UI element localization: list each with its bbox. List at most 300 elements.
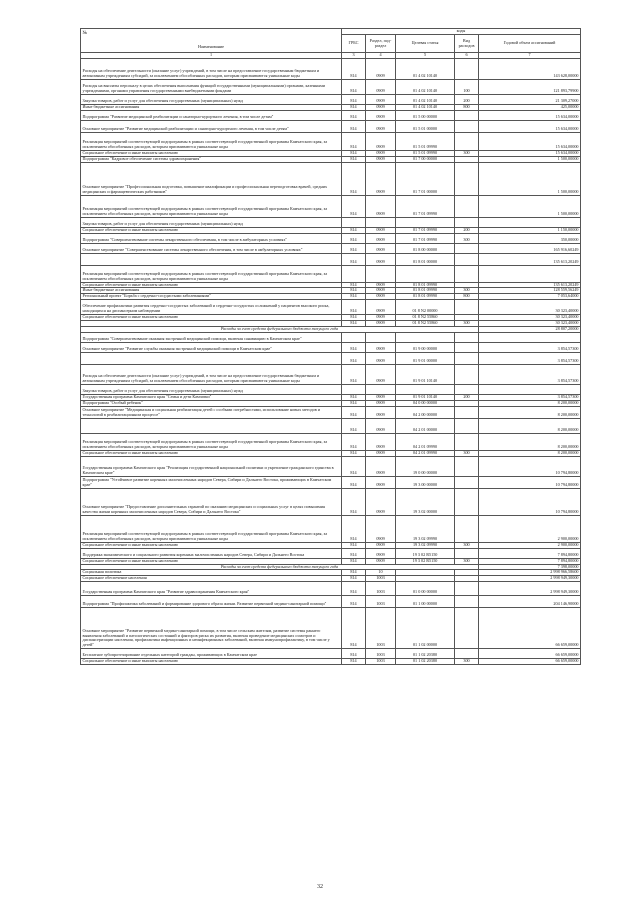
- row-expense-type: [455, 120, 479, 132]
- table-body: [81, 58, 581, 664]
- row-target-article: 01 7 01 09990: [396, 227, 455, 233]
- row-name: Основное мероприятие "Профессиональная подготовка, повышение квалификации и профессиональная переподготовка врачей, средних медицинских и фармацевтических работников": [81, 162, 342, 195]
- row-name: Социальное обеспечение и иные выплаты населению: [81, 227, 342, 233]
- table-row: [81, 384, 581, 394]
- table-row: [81, 649, 581, 659]
- row-amount: [479, 265, 581, 282]
- table-row: [81, 300, 581, 315]
- row-grbs: 814: [342, 282, 366, 288]
- row-amount: 10 794,80000: [479, 456, 581, 476]
- row-grbs: 814: [342, 488, 366, 515]
- row-section: 0909: [366, 233, 396, 243]
- table-row: [81, 548, 581, 558]
- row-amount: 2 998 966,58600: [479, 570, 581, 576]
- table-row: [81, 582, 581, 596]
- row-target-article: 01 5 01 09990: [396, 132, 455, 150]
- row-name: Основное мероприятие "Развитие службы оказания экстренной медицинской помощи в Камчатском крае": [81, 342, 342, 352]
- row-target-article: [396, 217, 455, 227]
- row-expense-type: 200: [455, 94, 479, 104]
- row-amount: 128 559,56249: [479, 288, 581, 294]
- row-grbs: 814: [342, 321, 366, 327]
- row-expense-type: [455, 582, 479, 596]
- row-amount: 3 854,57300: [479, 394, 581, 400]
- row-amount: 425,00000: [479, 104, 581, 110]
- row-grbs: 814: [342, 558, 366, 564]
- row-name: Закупка товаров, работ и услуг для обеспечения государственных (муниципальных) нужд: [81, 94, 342, 104]
- row-name: [81, 352, 342, 364]
- row-section: 0909: [366, 406, 396, 418]
- header-name: [81, 29, 342, 53]
- row-section: 1003: [366, 608, 396, 649]
- row-grbs: 814: [342, 150, 366, 156]
- header-grbs: ГРБС: [342, 35, 366, 53]
- row-amount: 3 854,57300: [479, 342, 581, 352]
- row-target-article: 01 0 00 00000: [396, 582, 455, 596]
- row-amount: 7 894,80000: [479, 548, 581, 558]
- row-section: 0909: [366, 515, 396, 542]
- row-name: Социальное обеспечение и иные выплаты населению: [81, 659, 342, 665]
- row-expense-type: [455, 243, 479, 253]
- row-name: Основное мероприятие "Медицинская и социальная реабилитация детей с особыми потребностями, использование новых методов и технологий в реабилитационном процессе": [81, 406, 342, 418]
- row-section: [366, 217, 396, 227]
- row-section: 1003: [366, 576, 396, 582]
- row-section: 0909: [366, 150, 396, 156]
- row-amount: 15 634,00000: [479, 120, 581, 132]
- row-target-article: 01 7 01 09990: [396, 233, 455, 243]
- row-name: Подпрограмма "Совершенствование системы лекарственного обеспечения, в том числе в амбулаторных условиях": [81, 233, 342, 243]
- row-section: 0909: [366, 300, 396, 315]
- row-expense-type: 300: [455, 542, 479, 548]
- row-expense-type: [455, 548, 479, 558]
- row-grbs: 814: [342, 450, 366, 456]
- row-section: 0909: [366, 364, 396, 384]
- row-name: Подпрограмма "Профилактика заболеваний и формирование здорового образа жизни. Развитие первичной медико-санитарной помощи": [81, 596, 342, 608]
- row-amount: 66 659,00000: [479, 608, 581, 649]
- row-grbs: 814: [342, 608, 366, 649]
- row-target-article: 01 4 02 10140: [396, 79, 455, 94]
- row-target-article: 01 9 01 10140: [396, 394, 455, 400]
- row-grbs: 814: [342, 58, 366, 79]
- row-target-article: 01 9 01 00000: [396, 352, 455, 364]
- row-expense-type: [455, 195, 479, 217]
- row-amount: 66 659,00000: [479, 649, 581, 659]
- table-row: [81, 406, 581, 418]
- row-amount: 350,00000: [479, 233, 581, 243]
- row-expense-type: [455, 162, 479, 195]
- row-target-article: 01 5 01 09990: [396, 150, 455, 156]
- row-target-article: 01 9 00 00000: [396, 342, 455, 352]
- row-amount: 7 398,00000: [479, 564, 581, 570]
- row-target-article: 04 2 01 09990: [396, 433, 455, 450]
- row-section: 0909: [366, 253, 396, 265]
- federal-budget-note: Расходы за счет средств федерального бюджета текущего года: [81, 327, 479, 333]
- row-grbs: 814: [342, 394, 366, 400]
- row-grbs: 814: [342, 576, 366, 582]
- row-grbs: 814: [342, 288, 366, 294]
- row-section: 0909: [366, 342, 396, 352]
- row-expense-type: [455, 132, 479, 150]
- table-row: [81, 364, 581, 384]
- row-target-article: 01 5 00 00000: [396, 110, 455, 120]
- table-row: [81, 195, 581, 217]
- row-name: Реализация мероприятий соответствующей подпрограммы в рамках соответствующей государственной программы Камчатского края, за исключением обособленных расходов, которым присваиваются уникальные коды: [81, 195, 342, 217]
- row-amount: 7 053,64000: [479, 294, 581, 300]
- row-expense-type: 300: [455, 321, 479, 327]
- table-row: [81, 342, 581, 352]
- row-section: 0909: [366, 352, 396, 364]
- row-amount: 1 500,00000: [479, 162, 581, 195]
- row-expense-type: [455, 515, 479, 542]
- row-target-article: 01 8 01 00000: [396, 253, 455, 265]
- row-amount: 1 500,00000: [479, 195, 581, 217]
- row-target-article: 01 1 02 20380: [396, 649, 455, 659]
- row-name: Социальная политика: [81, 570, 342, 576]
- table-row: [81, 58, 581, 79]
- row-expense-type: [455, 332, 479, 342]
- row-amount: 3 854,57300: [479, 352, 581, 364]
- row-expense-type: [455, 608, 479, 649]
- row-name: Основное мероприятие "Предоставление дополнительных гарантий по оказанию медицинских и социальных услуг в целях повышения качества жизни коренных малочисленных народов Севера, Сибири и Дальнего Востока": [81, 488, 342, 515]
- header-target: Целевая статья: [396, 35, 455, 53]
- row-section: 0909: [366, 132, 396, 150]
- row-amount: 15 634,00000: [479, 150, 581, 156]
- row-target-article: 01 4 02 10140: [396, 58, 455, 79]
- row-amount: 135 613,20249: [479, 253, 581, 265]
- row-grbs: 814: [342, 418, 366, 433]
- table-row: [81, 110, 581, 120]
- row-expense-type: [455, 649, 479, 659]
- row-target-article: 04 2 01 09990: [396, 450, 455, 456]
- row-section: 0909: [366, 79, 396, 94]
- row-section: 0909: [366, 104, 396, 110]
- row-section: [366, 384, 396, 394]
- header-num-4: 4: [366, 53, 396, 59]
- row-grbs: 814: [342, 227, 366, 233]
- row-amount: 1 150,00000: [479, 227, 581, 233]
- header-row-no: №: [82, 30, 88, 36]
- row-name: Государственная программа Камчатского края "Развитие здравоохранения Камчатского края": [81, 582, 342, 596]
- row-expense-type: [455, 253, 479, 265]
- row-section: 0909: [366, 227, 396, 233]
- row-target-article: [396, 265, 455, 282]
- row-grbs: 814: [342, 315, 366, 321]
- row-expense-type: [455, 110, 479, 120]
- row-section: 0909: [366, 456, 396, 476]
- row-grbs: 814: [342, 342, 366, 352]
- row-amount: 8 200,00000: [479, 406, 581, 418]
- row-name: Социальное обеспечение и иные выплаты населению: [81, 450, 342, 456]
- row-name: Подпрограмма "Устойчивое развитие коренных малочисленных народов Севера, Сибири и Дальнего Востока, проживающих в Камчатском крае": [81, 476, 342, 488]
- row-section: 0909: [366, 156, 396, 162]
- row-grbs: 814: [342, 300, 366, 315]
- table-row: [81, 253, 581, 265]
- header-expense-type: Вид расходов: [455, 35, 479, 53]
- row-section: 0909: [366, 476, 396, 488]
- federal-budget-note: Расходы за счет средств федерального бюджета текущего года: [81, 564, 479, 570]
- row-grbs: 814: [342, 120, 366, 132]
- row-amount: [479, 332, 581, 342]
- row-grbs: 814: [342, 156, 366, 162]
- row-target-article: 01 7 01 09990: [396, 195, 455, 217]
- row-name: Подпрограмма "Совершенствование оказания экстренной медицинской помощи, включая санавиацию в Камчатском крае": [81, 332, 342, 342]
- table-row: [81, 243, 581, 253]
- row-section: [366, 332, 396, 342]
- row-amount: 2 900,00000: [479, 515, 581, 542]
- row-name: Социальное обеспечение населения: [81, 576, 342, 582]
- row-target-article: 19 0 00 00000: [396, 456, 455, 476]
- table-row: [81, 94, 581, 104]
- header-codes: коды: [342, 29, 581, 35]
- appropriations-table-sheet: [80, 28, 580, 665]
- row-section: 0909: [366, 243, 396, 253]
- row-grbs: 814: [342, 233, 366, 243]
- row-expense-type: 300: [455, 288, 479, 294]
- row-amount: 121 893,79900: [479, 79, 581, 94]
- row-grbs: 814: [342, 94, 366, 104]
- page-number: 32: [317, 884, 323, 890]
- row-target-article: 01 8 01 09990: [396, 282, 455, 288]
- table-row: [81, 456, 581, 476]
- row-amount: 10 794,80000: [479, 488, 581, 515]
- row-section: 0909: [366, 110, 396, 120]
- row-grbs: 814: [342, 195, 366, 217]
- row-grbs: 814: [342, 596, 366, 608]
- row-expense-type: [455, 217, 479, 227]
- row-expense-type: [455, 476, 479, 488]
- row-grbs: 814: [342, 659, 366, 665]
- row-target-article: 01 8 00 00000: [396, 243, 455, 253]
- row-target-article: 19 3 02 09990: [396, 515, 455, 542]
- row-grbs: [342, 384, 366, 394]
- header-num-3: 3: [342, 53, 366, 59]
- row-expense-type: 300: [455, 233, 479, 243]
- header-name-label: Наименование: [197, 43, 225, 49]
- table-row: [81, 596, 581, 608]
- row-name: Основное мероприятие "Совершенствование системы лекарственного обеспечения, в том числе в амбулаторных условиях": [81, 243, 342, 253]
- table-row: [81, 265, 581, 282]
- row-section: 0909: [366, 321, 396, 327]
- row-section: 0909: [366, 294, 396, 300]
- row-section: 0909: [366, 120, 396, 132]
- row-section: 1003: [366, 596, 396, 608]
- row-name: Подпрограмма "Особый ребенок": [81, 400, 342, 406]
- row-section: 0909: [366, 162, 396, 195]
- row-grbs: 814: [342, 433, 366, 450]
- row-grbs: 814: [342, 649, 366, 659]
- row-expense-type: [455, 384, 479, 394]
- row-name: Реализация мероприятий соответствующей подпрограммы в рамках соответствующей государственной программы Камчатского края, за исключением обособленных расходов, которым присваиваются уникальные коды: [81, 433, 342, 450]
- row-name: Обеспечение профилактики развития сердечно-сосудистых заболеваний и сердечно-сосудистых осложнений у пациентов высокого риска, находящихся на диспансерном наблюдении: [81, 300, 342, 315]
- row-name: Реализация мероприятий соответствующей подпрограммы в рамках соответствующей государственной программы Камчатского края, за исключением обособленных расходов, которым присваиваются уникальные коды: [81, 132, 342, 150]
- row-expense-type: 800: [455, 104, 479, 110]
- row-target-article: 01 7 01 00000: [396, 162, 455, 195]
- row-grbs: 814: [342, 400, 366, 406]
- row-expense-type: [455, 265, 479, 282]
- row-amount: 10 794,80000: [479, 476, 581, 488]
- table-row: [81, 217, 581, 227]
- row-grbs: 814: [342, 294, 366, 300]
- row-amount: 8 200,00000: [479, 400, 581, 406]
- row-grbs: 814: [342, 570, 366, 576]
- row-name: Закупка товаров, работ и услуг для обеспечения государственных (муниципальных) нужд: [81, 217, 342, 227]
- row-name: Закупка товаров, работ и услуг для обеспечения государственных (муниципальных) нужд: [81, 384, 342, 394]
- row-grbs: [342, 265, 366, 282]
- row-target-article: 01 8 01 09990: [396, 294, 455, 300]
- row-section: 0909: [366, 548, 396, 558]
- row-grbs: 814: [342, 548, 366, 558]
- row-grbs: 814: [342, 582, 366, 596]
- row-expense-type: [455, 596, 479, 608]
- table-row: [81, 352, 581, 364]
- row-grbs: 814: [342, 253, 366, 265]
- row-target-article: 01 5 01 00000: [396, 120, 455, 132]
- row-amount: [479, 217, 581, 227]
- row-section: 0909: [366, 433, 396, 450]
- row-amount: 2 998 949,30000: [479, 576, 581, 582]
- row-grbs: 814: [342, 243, 366, 253]
- row-expense-type: 200: [455, 394, 479, 400]
- row-name: Основное мероприятие "Развитие первичной медико-санитарной помощи, в том числе сельским жителям, развитие системы раннего выявления заболеваний и патологических состояний и факторов риска их развития, включая проведение медицинских осмотров и диспансеризации населения, профилактика инфекционных и неинфекционных заболеваний, включая иммунопрофилактику, в том числе у детей": [81, 608, 342, 649]
- table-row: [81, 79, 581, 94]
- row-target-article: 01 8 01 09990: [396, 288, 455, 294]
- row-section: 1003: [366, 582, 396, 596]
- header-num-6: 6: [455, 53, 479, 59]
- row-expense-type: [455, 342, 479, 352]
- row-grbs: 814: [342, 162, 366, 195]
- table-row: [81, 608, 581, 649]
- table-row: [81, 233, 581, 243]
- row-expense-type: [455, 488, 479, 515]
- row-amount: 165 916,60249: [479, 243, 581, 253]
- row-name: Основное мероприятие "Развитие медицинской реабилитации и санаторно-курортного лечения, в том числе детям": [81, 120, 342, 132]
- row-target-article: 01 1 02 20380: [396, 659, 455, 665]
- row-amount: 8 200,00000: [479, 418, 581, 433]
- row-name: Государственная программа Камчатского края "Реализация государственной национальной политики и укрепление гражданского единства в Камчатском крае": [81, 456, 342, 476]
- row-amount: [479, 384, 581, 394]
- row-name: Социальное обеспечение и иные выплаты населению: [81, 558, 342, 564]
- row-expense-type: [455, 58, 479, 79]
- row-grbs: [342, 217, 366, 227]
- row-target-article: 04 0 00 00000: [396, 400, 455, 406]
- row-amount: 1 500,00000: [479, 156, 581, 162]
- row-amount: 8 200,00000: [479, 450, 581, 456]
- table-row: [81, 120, 581, 132]
- row-amount: 28 807,20000: [479, 327, 581, 333]
- row-section: 0909: [366, 450, 396, 456]
- table-row: [81, 476, 581, 488]
- row-name: Подпрограмма "Развитие медицинской реабилитации и санаторно-курортного лечения, в том числе детям": [81, 110, 342, 120]
- row-grbs: 814: [342, 352, 366, 364]
- row-section: 0909: [366, 195, 396, 217]
- row-amount: 21 309,27000: [479, 94, 581, 104]
- row-expense-type: [455, 352, 479, 364]
- row-section: 0909: [366, 315, 396, 321]
- row-grbs: 814: [342, 110, 366, 120]
- row-name: Социальное обеспечение и иные выплаты населению: [81, 315, 342, 321]
- table-row: [81, 162, 581, 195]
- row-amount: 30 323,40000: [479, 321, 581, 327]
- row-target-article: 01 4 02 10140: [396, 94, 455, 104]
- row-section: 0909: [366, 558, 396, 564]
- row-grbs: 814: [342, 406, 366, 418]
- row-section: 0909: [366, 542, 396, 548]
- row-target-article: 19 3 02 00000: [396, 488, 455, 515]
- row-target-article: 01 1 02 00000: [396, 608, 455, 649]
- row-expense-type: 300: [455, 659, 479, 665]
- row-target-article: 01 9 01 10140: [396, 364, 455, 384]
- row-target-article: 01 8 N2 00000: [396, 300, 455, 315]
- row-target-article: 01 7 00 00000: [396, 156, 455, 162]
- row-name: Реализация мероприятий соответствующей подпрограммы в рамках соответствующей государственной программы Камчатского края, за исключением обособленных расходов, которым присваиваются уникальные коды: [81, 515, 342, 542]
- row-expense-type: [455, 364, 479, 384]
- row-grbs: 814: [342, 104, 366, 110]
- header-num-5: 5: [396, 53, 455, 59]
- row-name: [81, 253, 342, 265]
- row-name: Расходы на обеспечение деятельности (оказание услуг) учреждений, в том числе на предоставление государственным бюджетным и автономным учреждениям субсидий, за исключением обособленных расходов, которым присваиваются уникальные коды: [81, 364, 342, 384]
- row-section: 0909: [366, 394, 396, 400]
- row-target-article: 19 3 02 R5150: [396, 558, 455, 564]
- table-row: [81, 488, 581, 515]
- row-name: Иные бюджетные ассигнования: [81, 104, 342, 110]
- row-expense-type: 300: [455, 558, 479, 564]
- row-amount: 15 634,00000: [479, 110, 581, 120]
- row-section: 0909: [366, 288, 396, 294]
- row-section: 1003: [366, 659, 396, 665]
- row-amount: 8 200,00000: [479, 433, 581, 450]
- row-name: Расходы на выплаты персоналу в целях обеспечения выполнения функций государственными (муниципальными) органами, казенными учреждениями, органами управления государственными внебюджетными фондами: [81, 79, 342, 94]
- row-name: Расходы на обеспечение деятельности (оказание услуг) учреждений, в том числе на предоставление государственным бюджетным и автономным учреждениям субсидий, за исключением обособленных расходов, которым присваиваются уникальные коды: [81, 58, 342, 79]
- row-name: Бесплатное зубопротезирование отдельных категорий граждан, проживающих в Камчатском крае: [81, 649, 342, 659]
- row-section: 0909: [366, 94, 396, 104]
- row-section: [366, 265, 396, 282]
- row-expense-type: [455, 300, 479, 315]
- row-grbs: [342, 332, 366, 342]
- row-name: Региональный проект "Борьба с сердечно-сосудистыми заболеваниями": [81, 294, 342, 300]
- header-num-7: 7: [479, 53, 581, 59]
- row-expense-type: 800: [455, 294, 479, 300]
- row-name: Иные бюджетные ассигнования: [81, 288, 342, 294]
- table-row: [81, 332, 581, 342]
- table-row: [81, 659, 581, 665]
- row-name: Подпрограмма "Кадровое обеспечение системы здравоохранения": [81, 156, 342, 162]
- row-expense-type: 100: [455, 79, 479, 94]
- row-amount: 2 998 949,30000: [479, 582, 581, 596]
- row-grbs: 814: [342, 542, 366, 548]
- row-amount: 143 628,00000: [479, 58, 581, 79]
- row-section: 0909: [366, 400, 396, 406]
- row-grbs: 814: [342, 132, 366, 150]
- row-grbs: 814: [342, 476, 366, 488]
- row-expense-type: [455, 456, 479, 476]
- row-section: 0909: [366, 282, 396, 288]
- row-grbs: 814: [342, 364, 366, 384]
- row-amount: 30 323,40000: [479, 300, 581, 315]
- row-target-article: [396, 332, 455, 342]
- row-grbs: 814: [342, 456, 366, 476]
- row-name: Социальное обеспечение и иные выплаты населению: [81, 150, 342, 156]
- row-amount: 7 894,80000: [479, 558, 581, 564]
- row-section: 1003: [366, 649, 396, 659]
- row-section: 10: [366, 570, 396, 576]
- row-target-article: 01 8 N2 55860: [396, 321, 455, 327]
- row-section: 0909: [366, 418, 396, 433]
- table-row: [81, 433, 581, 450]
- header-section: Раздел, под-раздел: [366, 35, 396, 53]
- row-target-article: 19 3 02 09990: [396, 542, 455, 548]
- row-name: Социальное обеспечение и иные выплаты населению: [81, 282, 342, 288]
- row-target-article: 04 2 00 00000: [396, 406, 455, 418]
- row-amount: 30 323,40000: [479, 315, 581, 321]
